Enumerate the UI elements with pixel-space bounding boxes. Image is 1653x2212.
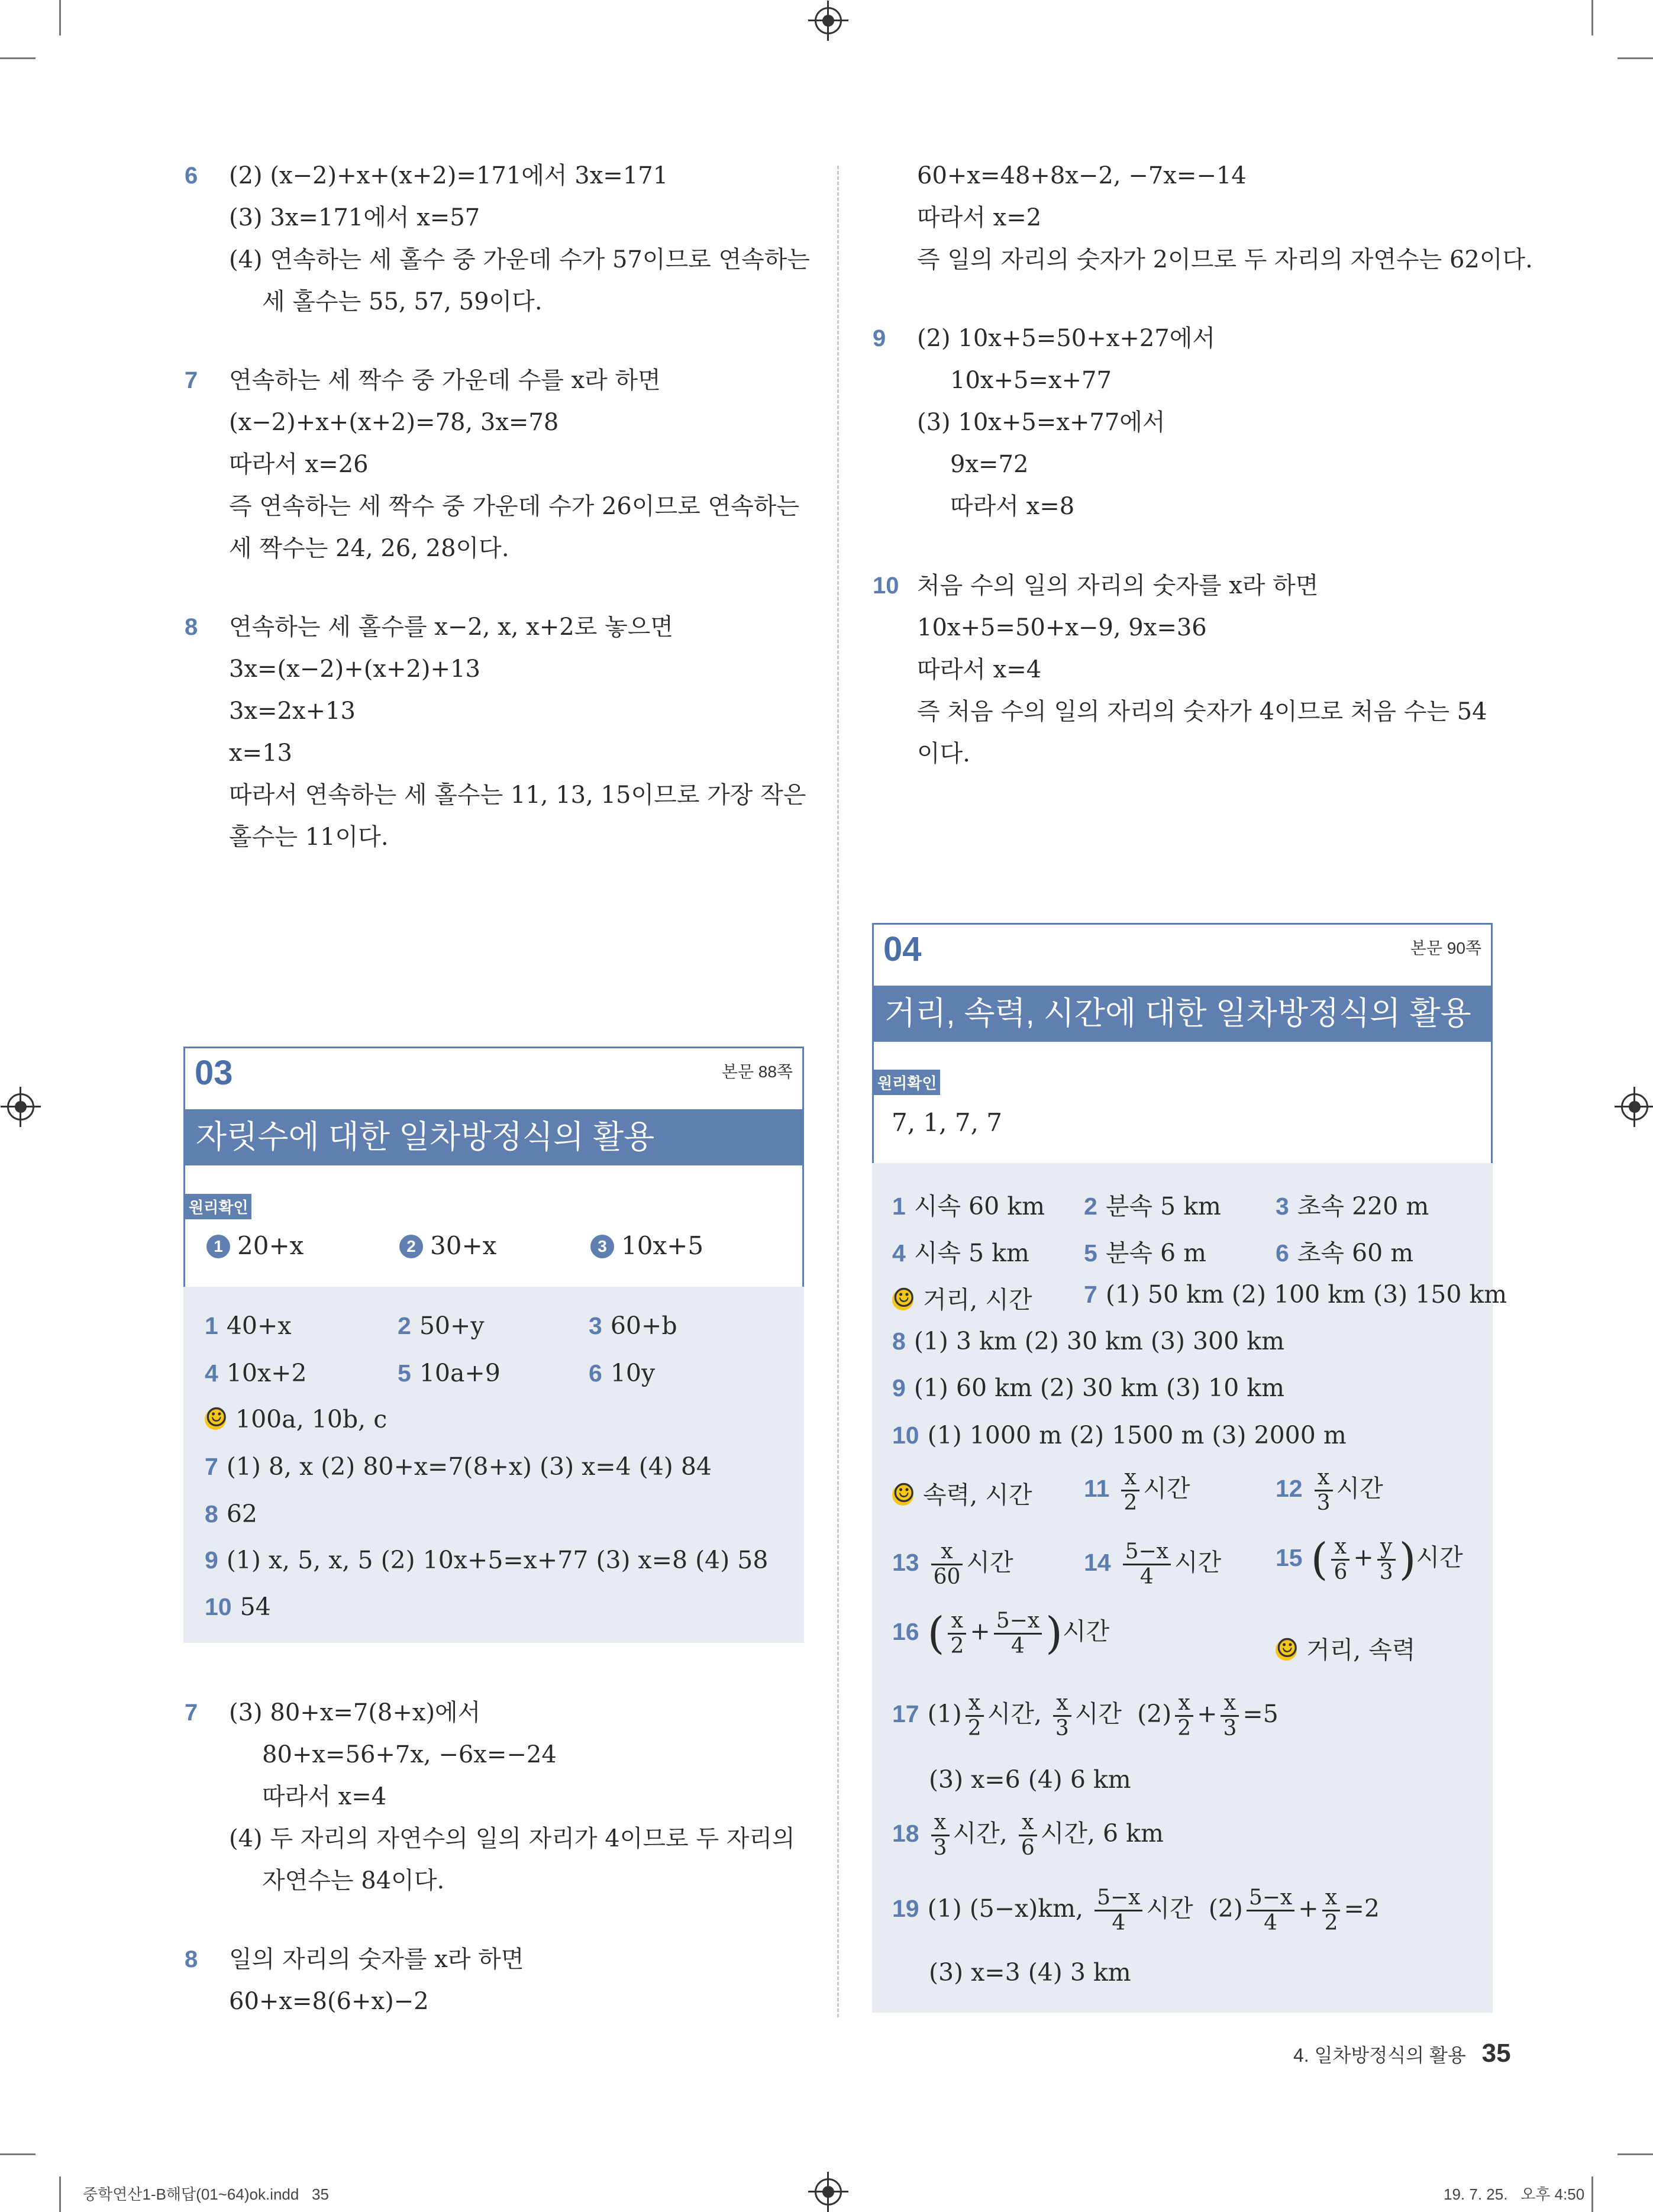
answer-item: 6 10y [589, 1359, 656, 1387]
crop-mark [1618, 2153, 1653, 2155]
solution-line: 80+x=56+7x, −6x=−24 [262, 1741, 557, 1768]
solution-line: x=13 [229, 740, 292, 767]
registration-mark-icon [1621, 1093, 1648, 1120]
answer-item: 10 54 [205, 1593, 271, 1621]
solution-line: (2) 10x+5=50+x+27에서 [917, 325, 1215, 352]
section-number: 03 [195, 1054, 233, 1092]
answer-item: 7 (1) 8, x (2) 80+x=7(8+x) (3) x=4 (4) 84 [205, 1452, 712, 1481]
solution-number: 7 [185, 1700, 198, 1726]
solution-8-detail [185, 1939, 524, 2023]
crop-mark [1618, 57, 1653, 59]
solution-line: 처음 수의 일의 자리의 숫자를 x라 하면 [917, 572, 1319, 599]
crop-mark [0, 57, 35, 59]
solution-line: (3) 3x=171에서 x=57 [229, 204, 480, 231]
principle-answer: 7, 1, 7, 7 [892, 1108, 1002, 1137]
section-title: 거리, 속력, 시간에 대한 일차방정식의 활용 [874, 986, 1491, 1042]
answer-item: ☺100a, 10b, c [205, 1405, 387, 1433]
answer-item: ☺속력, 시간 [892, 1475, 1032, 1510]
solution-number: 8 [185, 614, 198, 640]
running-footer [1293, 2039, 1511, 2068]
solution-line: 세 홀수는 55, 57, 59이다. [262, 288, 543, 315]
solution-7-detail [185, 1692, 795, 1902]
answer-item: (3) x=3 (4) 3 km [929, 1958, 1131, 1987]
principle-item: 2 30+x [399, 1231, 496, 1260]
answer-item: 3 초속 220 m [1276, 1192, 1429, 1220]
principle-item: 3 10x+5 [590, 1231, 703, 1260]
answer-item: 2 분속 5 km [1084, 1192, 1221, 1220]
solution-line: 3x=2x+13 [229, 697, 356, 725]
solution-line: 60+x=8(6+x)−2 [229, 1988, 429, 2015]
answer-item: ☺거리, 속력 [1276, 1630, 1416, 1665]
solution-line: 따라서 x=26 [229, 451, 369, 478]
chapter-title: 4. 일차방정식의 활용 [1293, 2045, 1466, 2066]
answer-item: 6 초속 60 m [1276, 1239, 1414, 1267]
crop-mark [59, 0, 61, 35]
solution-line: 10x+5=50+x−9, 9x=36 [917, 614, 1207, 641]
solution-line: 60+x=48+8x−2, −7x=−14 [917, 162, 1247, 189]
solution-line: 9x=72 [950, 451, 1029, 478]
answer-item: 8 (1) 3 km (2) 30 km (3) 300 km [892, 1327, 1284, 1355]
solution-line: (4) 두 자리의 자연수의 일의 자리가 4이므로 두 자리의 [229, 1825, 795, 1852]
solution-number: 8 [185, 1946, 198, 1972]
answer-item: 7 (1) 50 km (2) 100 km (3) 150 km [1084, 1280, 1507, 1309]
answers-04-panel [872, 1163, 1507, 2013]
page-reference: 본문 88쪽 [721, 1063, 793, 1081]
answer-item: 8 62 [205, 1500, 257, 1528]
solution-line: 즉 일의 자리의 숫자가 2이므로 두 자리의 자연수는 62이다. [917, 246, 1533, 273]
solution-line: 따라서 x=4 [917, 656, 1042, 683]
solution-line: 따라서 x=8 [950, 493, 1075, 520]
answer-item: 11 $\frac{x}{2}$ 시간 [1084, 1465, 1190, 1515]
section-03-box [183, 1047, 804, 1289]
solution-line: (x−2)+x+(x+2)=78, 3x=78 [229, 409, 559, 436]
print-timestamp: 19. 7. 25. 오후 4:50 [1444, 2185, 1585, 2203]
answer-item: 9 (1) x, 5, x, 5 (2) 10x+5=x+77 (3) x=8 (4) 58 [205, 1546, 769, 1574]
answer-item: (3) x=6 (4) 6 km [929, 1765, 1131, 1794]
solution-number: 10 [873, 573, 899, 599]
answer-item: 15 ( $\frac{x}{6}$ + $\frac{y}{3}$ )시간 [1276, 1534, 1463, 1585]
solution-line: 즉 연속하는 세 짝수 중 가운데 수가 26이므로 연속하는 [229, 493, 800, 520]
solution-8-continued [873, 155, 1533, 281]
solution-line: 따라서 x=2 [917, 204, 1042, 231]
solution-number: 9 [873, 325, 886, 351]
answer-item: 4 시속 5 km [892, 1239, 1029, 1267]
page-reference: 본문 90쪽 [1410, 939, 1481, 957]
solution-line: 즉 처음 수의 일의 자리의 숫자가 4이므로 처음 수는 54 [917, 698, 1487, 725]
solution-line: (4) 연속하는 세 홀수 중 가운데 수가 57이므로 연속하는 [229, 246, 811, 273]
answers-03-panel [183, 1287, 804, 1643]
crop-mark [59, 2177, 61, 2212]
answer-item: 13 $\frac{x}{60}$ 시간 [892, 1539, 1013, 1589]
solution-line: 10x+5=x+77 [950, 367, 1112, 394]
principle-check-tag: 원리확인 [185, 1194, 251, 1219]
answer-item: 5 분속 6 m [1084, 1239, 1207, 1267]
circled-number: 3 [590, 1235, 614, 1258]
column-divider [837, 166, 839, 2017]
answer-item: 18 $\frac{x}{3}$ 시간, $\frac{x}{6}$ 시간, 6 km [892, 1810, 1164, 1860]
answer-item: 9 (1) 60 km (2) 30 km (3) 10 km [892, 1374, 1284, 1402]
solution-8 [185, 606, 806, 858]
answer-item: 3 60+b [589, 1312, 677, 1340]
answer-item: 14 $\frac{5-x}{4}$ 시간 [1084, 1539, 1222, 1589]
solution-line: 일의 자리의 숫자를 x라 하면 [229, 1946, 524, 1973]
solution-line: 자연수는 84이다. [262, 1867, 445, 1894]
solution-line: 이다. [917, 740, 970, 767]
print-file-name: 중학연산1-B해답(01~64)ok.indd 35 [83, 2185, 329, 2203]
section-04-box [872, 923, 1493, 1165]
circled-number: 2 [399, 1235, 423, 1258]
solution-line: 연속하는 세 짝수 중 가운데 수를 x라 하면 [229, 367, 661, 394]
solution-line: 3x=(x−2)+(x+2)+13 [229, 655, 480, 683]
solution-10 [873, 565, 1487, 775]
section-title: 자릿수에 대한 일차방정식의 활용 [185, 1109, 802, 1165]
answer-item: 12 $\frac{x}{3}$ 시간 [1276, 1465, 1383, 1515]
solution-line: 세 짝수는 24, 26, 28이다. [229, 535, 509, 562]
smiley-icon [892, 1484, 913, 1506]
answer-item: 1 40+x [205, 1312, 292, 1340]
answer-item: ☺거리, 시간 [892, 1280, 1032, 1315]
smiley-icon [1276, 1639, 1297, 1661]
solution-line: (3) 10x+5=x+77에서 [917, 409, 1166, 436]
solution-7 [185, 360, 799, 570]
registration-mark-icon [815, 2178, 842, 2205]
answer-item: 5 10a+9 [398, 1359, 501, 1387]
solution-line: 연속하는 세 홀수를 x−2, x, x+2로 놓으면 [229, 613, 674, 641]
circled-number: 1 [206, 1235, 230, 1258]
solution-line: 따라서 연속하는 세 홀수는 11, 13, 15이므로 가장 작은 [229, 782, 806, 809]
answer-item: 2 50+y [398, 1312, 485, 1340]
principle-item: 1 20+x [206, 1231, 304, 1260]
principle-check-tag: 원리확인 [874, 1070, 940, 1095]
answer-item: 19 (1) (5−x)km, $\frac{5-x}{4}$ 시간 (2) $\frac{5-x}{4}$ + $\frac{x}{2}$ =2 [892, 1885, 1380, 1935]
solution-line: (2) (x−2)+x+(x+2)=171에서 3x=171 [229, 162, 669, 189]
crop-mark [1591, 0, 1593, 35]
smiley-icon [892, 1289, 913, 1310]
crop-mark [1591, 2177, 1593, 2212]
solution-9 [873, 318, 1215, 528]
solution-line: (3) 80+x=7(8+x)에서 [229, 1699, 481, 1726]
answer-item: 4 10x+2 [205, 1359, 307, 1387]
answer-item: 17 (1) $\frac{x}{2}$ 시간, $\frac{x}{3}$ 시간 (2) $\frac{x}{2}$ + $\frac{x}{3}$ =5 [892, 1691, 1279, 1740]
solution-6 [185, 155, 810, 323]
registration-mark-icon [815, 7, 842, 34]
section-number: 04 [883, 930, 922, 968]
smiley-icon [205, 1409, 226, 1430]
solution-number: 7 [185, 367, 198, 393]
answer-item: 1 시속 60 km [892, 1192, 1045, 1220]
answer-item: 10 (1) 1000 m (2) 1500 m (3) 2000 m [892, 1421, 1347, 1449]
solution-number: 6 [185, 163, 198, 189]
solution-line: 따라서 x=4 [262, 1783, 387, 1810]
answer-item: 16 ( $\frac{x}{2}$ + $\frac{5-x}{4}$ )시간 [892, 1608, 1110, 1659]
solution-line: 홀수는 11이다. [229, 824, 389, 851]
page-number: 35 [1481, 2039, 1511, 2068]
registration-mark-icon [7, 1093, 34, 1120]
crop-mark [0, 2153, 35, 2155]
